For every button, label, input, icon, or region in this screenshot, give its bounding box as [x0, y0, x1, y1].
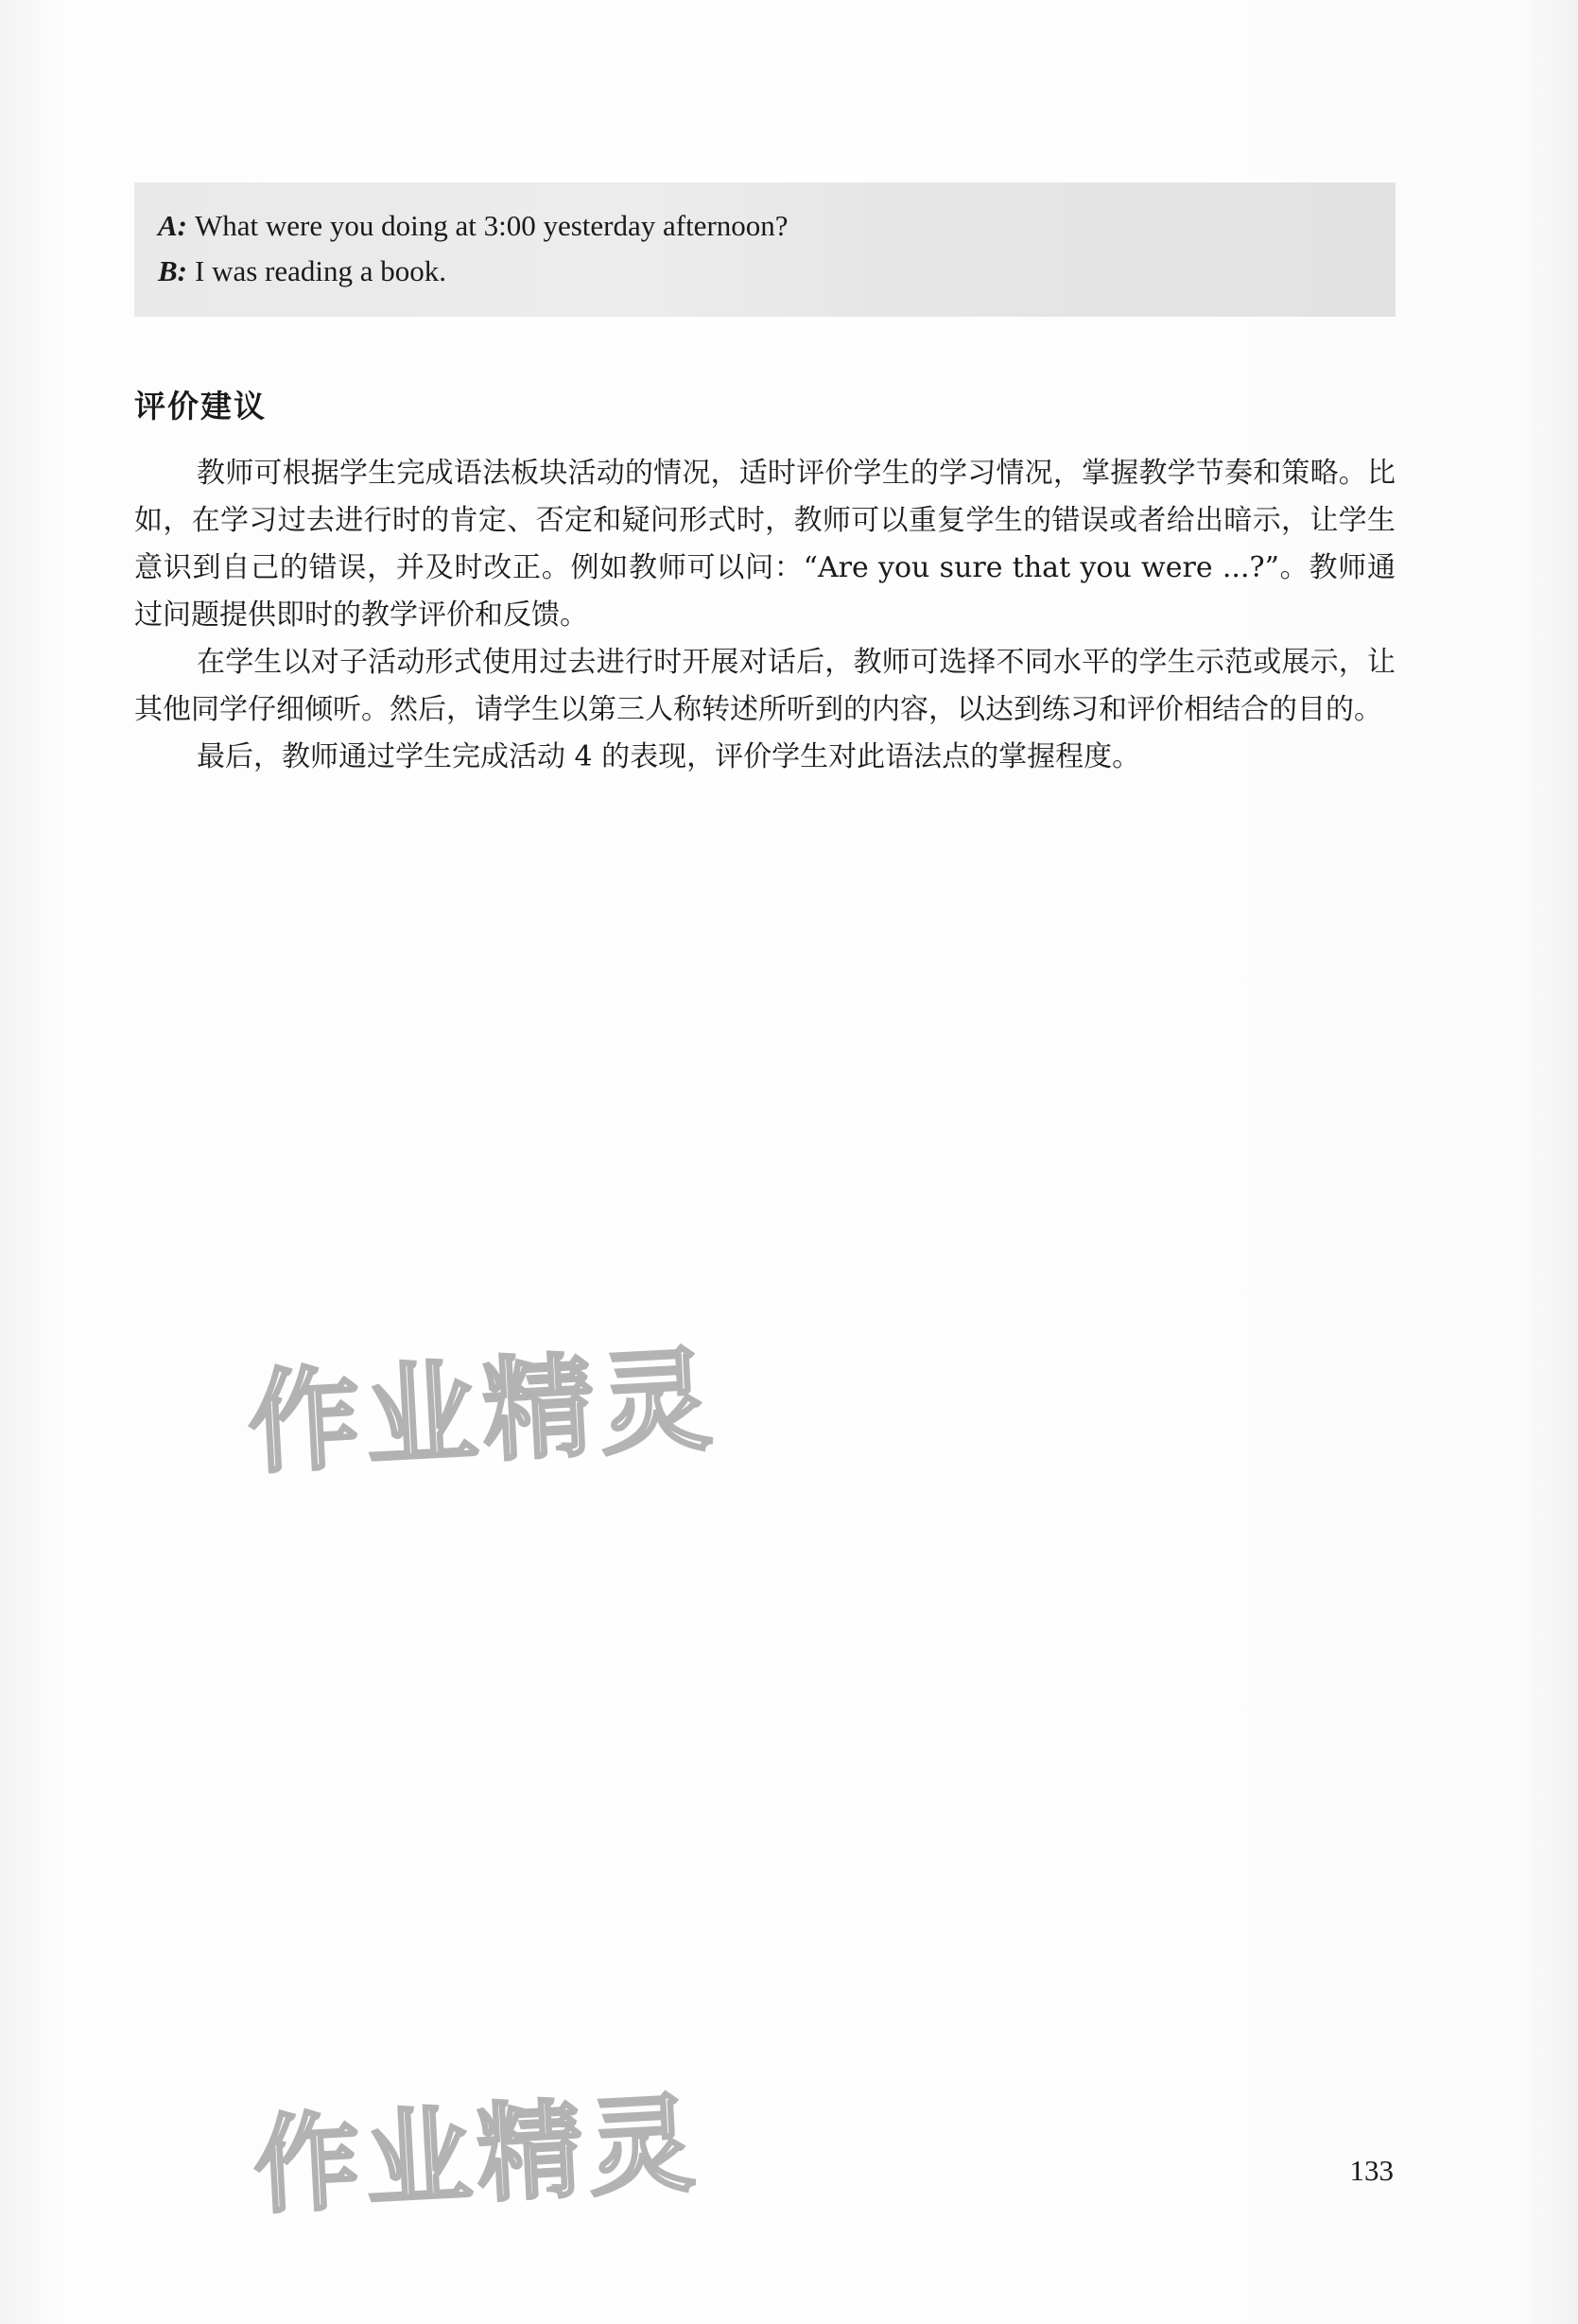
section-heading: 评价建议 [134, 388, 267, 425]
dialog-line-b-text: I was reading a book. [195, 254, 446, 287]
example-dialog-box [134, 182, 1396, 317]
section-body [134, 450, 1396, 781]
page-number: 133 [1349, 2154, 1394, 2187]
speaker-a-label: A: [158, 209, 187, 242]
paragraph-1: 教师可根据学生完成语法板块活动的情况，适时评价学生的学习情况，掌握教学节奏和策略。比如，在学习过去进行时的肯定、否定和疑问形式时，教师可以重复学生的错误或者给出暗示，让学生意识到自己的错误，并及时改正。例如教师可以问：“Are you sure that you were ...?”。教师通过问题提供即时的教学评价和反馈。 [134, 457, 1396, 632]
paragraph-3: 最后，教师通过学生完成活动 4 的表现，评价学生对此语法点的掌握程度。 [197, 740, 1141, 773]
watermark-logo: 作业精灵 [245, 1334, 720, 1489]
paragraph-2: 在学生以对子活动形式使用过去进行时开展对话后，教师可选择不同水平的学生示范或展示，让其他同学仔细倾听。然后，请学生以第三人称转述所听到的内容，以达到练习和评价相结合的目的。 [134, 646, 1396, 726]
dialog-line-b [158, 252, 446, 290]
dialog-line-a-text: What were you doing at 3:00 yesterday afternoon? [195, 209, 789, 242]
dialog-line-a [158, 207, 789, 245]
watermark-logo: 作业精灵 [251, 2082, 703, 2229]
speaker-b-label: B: [158, 254, 187, 287]
